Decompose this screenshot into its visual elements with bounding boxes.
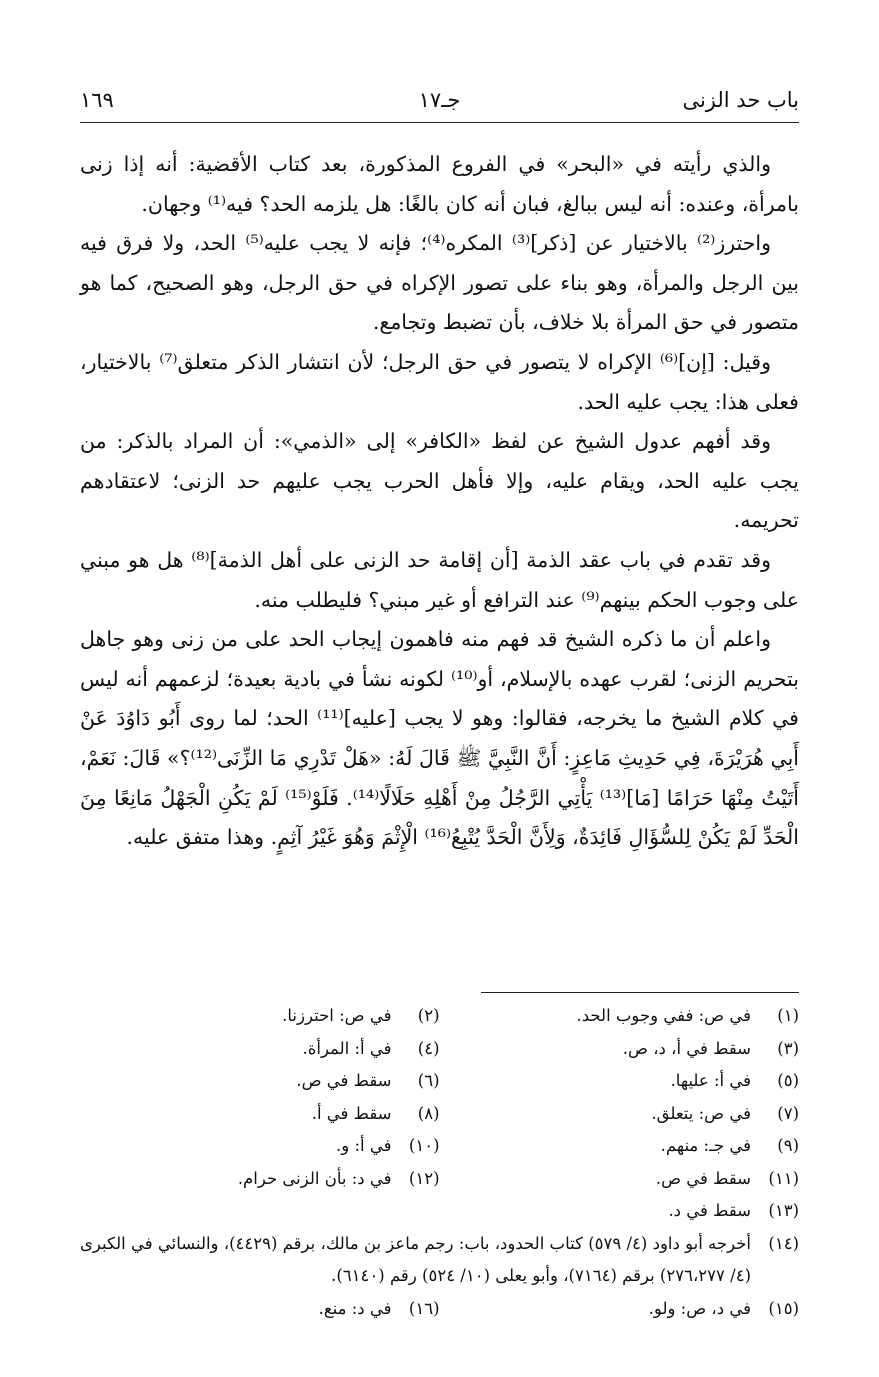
footnote-text: في د، ص: ولو.: [648, 1298, 751, 1318]
paragraph: واحترز⁽²⁾ بالاختيار عن [ذكر]⁽³⁾ المكره⁽⁴⁾؛ فإنه لا يجب عليه⁽⁵⁾ الحد، ولا فرق فيه بين الرجل والمرأة، وهو بناء على تصور الإكراه في حق الرجل، وهو الصحيح، كما هو متصور في حق المرأة بلا خلاف، بأن تضبط وتجامع.: [80, 231, 799, 335]
footnote: [80, 1163, 440, 1196]
footnote-number: (١٤): [768, 1233, 799, 1253]
footnote-row: [80, 1033, 799, 1066]
footnote-text: في د: بأن الزنى حرام.: [237, 1168, 392, 1188]
footnote-text: سقط في د.: [668, 1201, 751, 1220]
footnote-text: في أ: عليها.: [670, 1071, 751, 1090]
footnote: [440, 1130, 800, 1163]
footnote: [440, 1098, 800, 1131]
footnote-number: (١٦): [408, 1298, 440, 1318]
page-number: ١٦٩: [80, 88, 114, 112]
footnote-text: سقط في أ، د، ص.: [622, 1038, 751, 1058]
paragraph: والذي رأيته في «البحر» في الفروع المذكورة، بعد كتاب الأقضية: أنه إذا زنى بامرأة، وعنده: أنه ليس ببالغ، فبان أنه كان بالغًا: هل يلزمه الحد؟ فيه⁽¹⁾ وجهان.: [80, 152, 799, 216]
footnote: [80, 1228, 799, 1293]
footnote-number: (٤): [417, 1038, 440, 1058]
paragraph: وقد تقدم في باب عقد الذمة [أن إقامة حد الزنى على أهل الذمة]⁽⁸⁾ هل هو مبني على وجوب الحكم بينهم⁽⁹⁾ عند الترافع أو غير مبني؟ فليطلب منه.: [80, 547, 799, 612]
footnote-row: [80, 1098, 799, 1131]
footnote-number: (٩): [777, 1136, 799, 1155]
footnote: [440, 1000, 800, 1033]
footnote: [80, 1130, 440, 1163]
volume-number: جـ١٧: [418, 88, 461, 112]
footnote: [80, 1065, 440, 1098]
footnote-number: (١٠): [408, 1136, 440, 1155]
footnote: [80, 1098, 440, 1131]
footnote-text: في أ: و.: [336, 1136, 392, 1155]
footnote: [440, 1195, 800, 1228]
running-header: [80, 82, 799, 123]
chapter-title: باب حد الزنى: [682, 88, 799, 112]
paragraph: واعلم أن ما ذكره الشيخ قد فهم منه فاهمون إيجاب الحد على من زنى وهو جاهل بتحريم الزنى؛ لقرب عهده بالإسلام، أو⁽¹⁰⁾ لكونه نشأ في بادية بعيدة؛ لزعمهم أنه ليس في كلام الشيخ ما يخرجه، فقالوا: وهو لا يجب [عليه]⁽¹¹⁾ الحد؛ لما روى أَبُو دَاوُدَ عَنْ أَبِي هُرَيْرَةَ، فِي حَدِيثِ مَاعِزٍ: أَنَّ النَّبِيَّ ﷺ قَالَ لَهُ: «هَلْ تَدْرِي مَا الزِّنَى⁽¹²⁾؟» قَالَ: نَعَمْ، أَتَيْتُ مِنْهَا حَرَامًا [مَا]⁽¹³⁾ يَأْتِي الرَّجُلُ مِنْ أَهْلِهِ حَلَالًا⁽¹⁴⁾. فَلَوْ⁽¹⁵⁾ لَمْ يَكُنِ الْجَهْلُ مَانِعًا مِنَ الْحَدِّ لَمْ يَكُنْ لِلسُّؤَالِ فَائِدَةٌ، وَلِأَنَّ الْحَدَّ يُتْبِعُ⁽¹⁶⁾ الْإِثْمَ وَهُوَ غَيْرُ آثِمٍ. وهذا متفق عليه.: [80, 627, 800, 850]
paragraph: وقد أفهم عدول الشيخ عن لفظ «الكافر» إلى «الذمي»: أن المراد بالذكر: من يجب عليه الحد، ويقام عليه، وإلا فأهل الحرب يجب عليهم حد الزنى؛ لاعتقادهم تحريمه.: [80, 429, 799, 533]
footnote-number: (١٣): [768, 1201, 799, 1220]
footnote-divider: [481, 992, 799, 993]
footnote-number: (٥): [777, 1071, 799, 1090]
footnote-number: (١٢): [408, 1168, 440, 1188]
footnote-row: [80, 1065, 799, 1098]
footnote-text: أخرجه أبو داود (٤/ ٥٧٩) كتاب الحدود، باب: رجم ماعز بن مالك، برقم (٤٤٢٩)، والنسائي في الكبرى (٤/ ٢٧٦،٢٧٧) برقم (٧١٦٤)، وأبو يعلى (١٠/ ٥٢٤) رقم (٦١٤٠).: [80, 1233, 751, 1285]
footnote-row: [80, 1293, 799, 1326]
footnote: [440, 1163, 800, 1196]
footnote-text: سقط في ص.: [655, 1168, 751, 1188]
footnote-text: في د: منع.: [318, 1298, 392, 1318]
footnote-text: في ص: يتعلق.: [651, 1103, 751, 1123]
footnote: [80, 1000, 440, 1033]
footnote: [80, 1033, 440, 1066]
footnote-number: (١): [777, 1006, 799, 1025]
footnote-text: في أ: المرأة.: [302, 1038, 392, 1058]
footnote-text: في جـ: منهم.: [660, 1136, 751, 1155]
footnotes: [80, 1000, 799, 1325]
footnote-number: (٢): [417, 1006, 440, 1025]
footnote-text: في ص: احترزنا.: [282, 1006, 392, 1025]
footnote-number: (٧): [777, 1103, 799, 1123]
footnote-row: [80, 1000, 799, 1033]
footnote-number: (١٥): [768, 1298, 799, 1318]
footnote-number: (١١): [768, 1168, 799, 1188]
footnote: [440, 1065, 800, 1098]
footnote: [440, 1293, 800, 1326]
footnote-number: (٨): [417, 1103, 440, 1123]
footnote-text: سقط في ص.: [296, 1071, 392, 1090]
footnote-text: في ص: ففي وجوب الحد.: [576, 1006, 751, 1025]
footnote-number: (٦): [417, 1071, 440, 1090]
footnote: [440, 1033, 800, 1066]
main-text: [80, 145, 799, 858]
footnote-row: [80, 1163, 799, 1196]
footnote-number: (٣): [777, 1038, 799, 1058]
footnote: [80, 1293, 440, 1326]
footnote-row: [80, 1130, 799, 1163]
footnote-row: [80, 1195, 799, 1228]
paragraph: وقيل: [إن]⁽⁶⁾ الإكراه لا يتصور في حق الرجل؛ لأن انتشار الذكر متعلق⁽⁷⁾ بالاختيار، فعلى هذا: يجب عليه الحد.: [80, 349, 799, 414]
footnote-text: سقط في أ.: [311, 1103, 392, 1123]
